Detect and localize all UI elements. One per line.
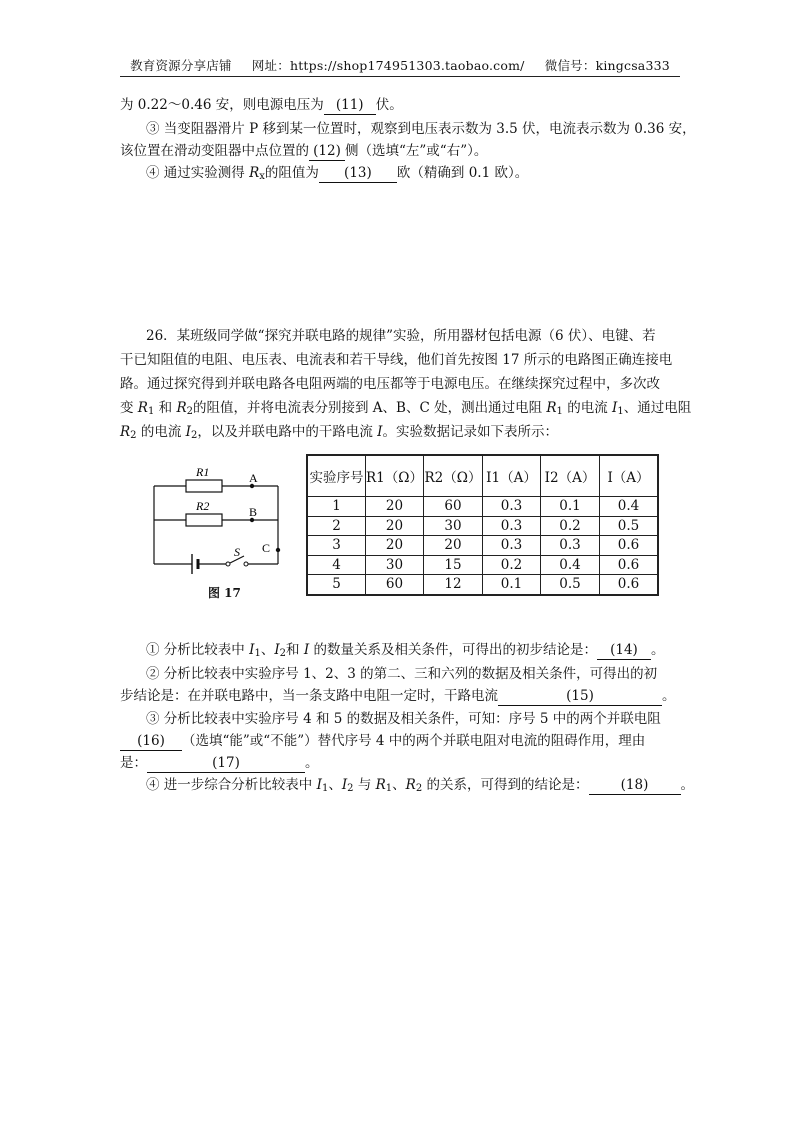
answer-blank-13: (13) (319, 164, 397, 183)
answer-blank-15: (15) (498, 687, 662, 706)
table-cell: 60 (366, 575, 424, 595)
table-row (307, 575, 658, 595)
node-c (276, 548, 280, 552)
table-cell: 0.1 (483, 575, 541, 595)
table-cell: 20 (366, 497, 424, 517)
table-cell: 0.3 (541, 536, 600, 556)
text-line-11: 为 0.22～0.46 安，则电源电压为 (11) 伏。 (120, 97, 403, 113)
question-18: ④ 进一步综合分析比较表中 $I_1$、$I_2$ 与 $R_1$、$R_2$ 的关系，可得到的结论是： (18) 。 (146, 777, 695, 794)
table-cell: 0.3 (483, 497, 541, 517)
question-16-line-1: ③ 分析比较表中实验序号 4 和 5 的数据及相关条件，可知：序号 5 中的两个并联电阻 (146, 711, 661, 727)
answer-blank-11: (11) (324, 96, 376, 115)
table-cell: 30 (366, 555, 424, 575)
table-cell: 0.6 (600, 575, 659, 595)
question-14: ① 分析比较表中 $I_1$、$I_2$和 I 的数量关系及相关条件，可得出的初步结论是： (14) 。 (146, 642, 665, 659)
answer-blank-12: (12) (309, 142, 345, 161)
q26-paragraph-line-2: 干已知阻值的电阻、电压表、电流表和若干导线，他们首先按图 17 所示的电路图正确连接电 (120, 352, 673, 368)
header-cell-r2: R2（Ω） (424, 455, 483, 497)
table-cell: 2 (307, 516, 366, 536)
table-cell: 0.3 (483, 536, 541, 556)
table-cell: 30 (424, 516, 483, 536)
table-cell: 0.2 (541, 516, 600, 536)
table-cell: 0.4 (541, 555, 600, 575)
answer-blank-17: (17) (147, 754, 305, 773)
question-15-line-2: 步结论是：在并联电路中，当一条支路中电阻一定时，干路电流 (15) 。 (120, 688, 676, 704)
question-15-line-1: ② 分析比较表中实验序号 1、2、3 的第二、三和六列的数据及相关条件，可得出的初 (146, 666, 658, 682)
header-url: 网址：https://shop174951303.taobao.com/ (251, 58, 525, 73)
table-cell: 15 (424, 555, 483, 575)
table-cell: 0.6 (600, 536, 659, 556)
q26-paragraph-line-4: 变 $R_1$ 和 $R_2$的阻值，并将电流表分别接到 A、B、C 处，测出通过电阻 $R_1$ 的电流 $I_1$、通过电阻 (120, 400, 692, 417)
table-header-row (307, 455, 658, 497)
table-cell: 0.4 (600, 497, 659, 517)
resistor-r1 (186, 480, 222, 492)
header-cell-i2: I2（A） (541, 455, 600, 497)
table-row (307, 555, 658, 575)
table-cell: 0.6 (600, 555, 659, 575)
table-cell: 1 (307, 497, 366, 517)
header-cell-i: I（A） (600, 455, 659, 497)
label-s: S (234, 545, 240, 559)
table-cell: 0.3 (483, 516, 541, 536)
table-cell: 0.1 (541, 497, 600, 517)
answer-blank-18: (18) (589, 776, 681, 795)
header-wechat: 微信号：kingcsa333 (544, 58, 670, 73)
header-divider (120, 76, 680, 77)
header-cell-r1: R1（Ω） (366, 455, 424, 497)
table-cell: 0.5 (541, 575, 600, 595)
table-cell: 0.2 (483, 555, 541, 575)
page-header (0, 56, 800, 74)
text-line-12a: ③ 当变阻器滑片 P 移到某一位置时，观察到电压表示数为 3.5 伏，电流表示数为 0.36 安， (146, 121, 696, 137)
table-row (307, 536, 658, 556)
text-line-12b: 该位置在滑动变阻器中点位置的 (12) 侧（选填“左”或“右”）。 (120, 143, 488, 159)
label-c: C (262, 541, 271, 555)
text-line-13: ④ 通过实验测得 $R_x$的阻值为 (13) 欧（精确到 0.1 欧）。 (146, 165, 529, 182)
label-r1: R1 (196, 465, 210, 479)
table-cell: 3 (307, 536, 366, 556)
table-row (307, 497, 658, 517)
experiment-data-table (306, 454, 659, 596)
q26-paragraph-line-1: 26．某班级同学做“探究并联电路的规律”实验，所用器材包括电源（6 伏）、电键、若 (146, 328, 656, 344)
figure-caption: 图 17 (208, 586, 241, 600)
table-cell: 12 (424, 575, 483, 595)
label-a: A (249, 471, 258, 485)
table-cell: 4 (307, 555, 366, 575)
question-16-line-2: (16) （选填“能”或“不能”）替代序号 4 中的两个并联电阻对电流的阻碍作用，理由 (120, 731, 680, 751)
header-cell-index: 实验序号 (307, 455, 366, 497)
circuit-diagram (150, 464, 290, 584)
q26-paragraph-line-3: 路。通过探究得到并联电路各电阻两端的电压都等于电源电压。在继续探究过程中，多次改 (120, 376, 660, 392)
table-cell: 0.5 (600, 516, 659, 536)
table-cell: 5 (307, 575, 366, 595)
q26-paragraph-line-5: $R_2$ 的电流 $I_2$，以及并联电路中的干路电流 I。实验数据记录如下表所示： (120, 424, 558, 441)
header-cell-i1: I1（A） (483, 455, 541, 497)
header-shop: 教育资源分享店铺 (130, 58, 232, 73)
question-17: 是： (17) 。 (120, 755, 319, 771)
table-cell: 60 (424, 497, 483, 517)
table-cell: 20 (424, 536, 483, 556)
table-cell: 20 (366, 516, 424, 536)
answer-blank-16: (16) (120, 732, 182, 751)
label-b: B (249, 505, 258, 519)
label-r2: R2 (196, 499, 210, 513)
resistor-r2 (186, 514, 222, 526)
table-row (307, 516, 658, 536)
answer-blank-14: (14) (597, 641, 651, 660)
table-cell: 20 (366, 536, 424, 556)
